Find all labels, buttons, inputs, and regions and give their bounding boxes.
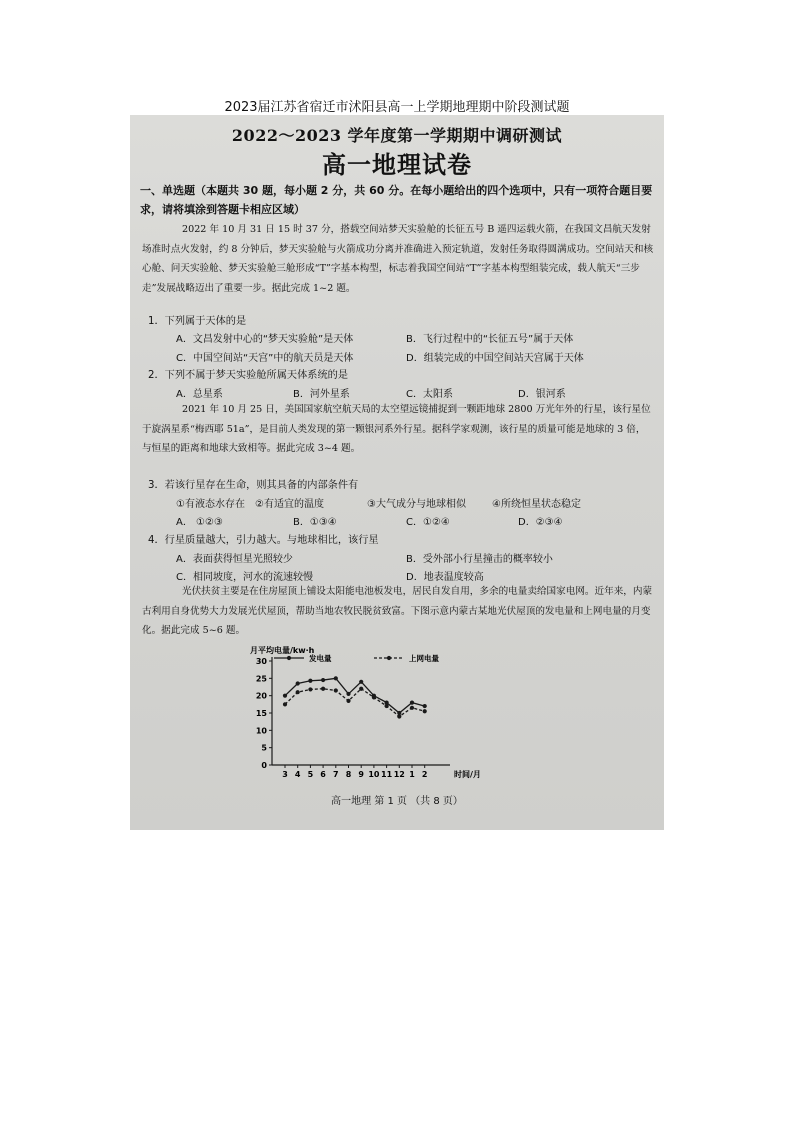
x-tick-label: 4 (294, 770, 301, 779)
passage-2: 2021 年 10 月 25 日，美国国家航空航天局的太空望远镜捕捉到一颗距地球 2800 万光年外的行星，该行星位于旋涡星系“梅西耶 51a”，是目前人类发现的第一颗银河系外行星。据科学家观测，该行星的质量可能是地球的 3 倍，与恒星的距离和地球大致相等。据此完成 3~4 题。 (142, 404, 651, 455)
series-1-point (346, 692, 350, 696)
series-1-point (283, 694, 287, 698)
scanned-exam-page (130, 115, 664, 830)
paper-title: 高一地理试卷 (322, 151, 472, 179)
question-1-option-d: D．组装完成的中国空间站天宫属于天体 (406, 353, 584, 364)
y-tick-label: 10 (255, 726, 267, 736)
series-line-2 (285, 689, 425, 717)
legend-marker-2 (387, 656, 391, 660)
legend-label-2: 上网电量 (409, 654, 439, 663)
x-tick-label: 9 (358, 770, 364, 779)
question-3-option-a: A． ①②③ (176, 517, 223, 528)
question-4-option-a: A．表面获得恒星光照较少 (176, 554, 293, 565)
passage-1: 2022 年 10 月 31 日 15 时 37 分，搭载空间站梦天实验舱的长征五号 B 遥四运载火箭，在我国文昌航天发射场准时点火发射，约 8 分钟后，梦天实验舱与火箭成功分离并准确进入预定轨道，发射任务取得圆满成功。空间站天和核心舱、问天实验舱、梦天实验舱三舱形成“T”字基本构型，标志着我国空间站“T”字基本构型组装完成，载人航天“三步走”发展战略迈出了重要一步。据此完成 1~2 题。 (142, 224, 654, 294)
question-3-item-1: ①有液态水存在 (176, 499, 245, 510)
x-tick-label: 11 (381, 770, 393, 779)
document-title: 2023届江苏省宿迁市沭阳县高一上学期地理期中阶段测试题 (224, 100, 570, 115)
series-1-point (296, 681, 300, 685)
page-footer: 高一地理 第 1 页 （共 8 页） (331, 796, 463, 807)
passage-3: 光伏扶贫主要是在住房屋顶上铺设太阳能电池板发电，居民自发自用，多余的电量卖给国家电网。近年来，内蒙古利用自身优势大力发展光伏屋顶，帮助当地农牧民脱贫致富。下图示意内蒙古某地光伏屋顶的发电量和上网电量的月变化。据此完成 5~6 题。 (142, 586, 653, 637)
series-2-point (359, 687, 363, 691)
question-1-option-a: A．文昌发射中心的“梦天实验舱”是天体 (176, 334, 354, 345)
question-1-option-c: C．中国空间站“天宫”中的航天员是天体 (176, 353, 354, 364)
question-3-option-c: C．①②④ (406, 517, 450, 528)
question-3-item-4: ④所绕恒星状态稳定 (492, 499, 581, 510)
question-4-option-b: B．受外部小行星撞击的概率较小 (406, 554, 553, 565)
question-3-option-b: B．①③④ (293, 517, 337, 528)
series-1-point (423, 704, 427, 708)
series-2-point (321, 687, 325, 691)
question-3-item-2: ②有适宜的温度 (255, 499, 324, 510)
x-tick-label: 10 (368, 770, 380, 779)
x-tick-label: 8 (345, 770, 352, 779)
question-3-item-3: ③大气成分与地球相似 (367, 499, 466, 510)
series-2-point (334, 688, 338, 692)
x-axis-title: 时间/月 (454, 770, 481, 779)
question-2-option-b: B．河外星系 (293, 389, 350, 400)
question-1-option-b: B．飞行过程中的“长征五号”属于天体 (406, 334, 574, 345)
question-1-stem: 1．下列属于天体的是 (148, 316, 247, 327)
series-1-point (321, 678, 325, 682)
x-tick-label: 6 (320, 770, 326, 779)
question-4-option-d: D．地表温度较高 (406, 572, 484, 583)
series-2-point (308, 687, 312, 691)
series-2-point (283, 702, 287, 706)
y-tick-label: 30 (255, 657, 267, 666)
series-2-point (296, 690, 300, 694)
question-3-stem: 3．若该行星存在生命，则其具备的内部条件有 (148, 480, 359, 491)
question-4-option-c: C．相同坡度，河水的流速较慢 (176, 572, 313, 583)
series-2-point (423, 709, 427, 713)
series-1-point (308, 679, 312, 683)
series-2-point (346, 699, 350, 703)
series-2-point (372, 695, 376, 699)
series-1-point (334, 676, 338, 680)
question-2-option-a: A．总星系 (176, 389, 223, 400)
question-2-option-d: D．银河系 (518, 389, 566, 400)
y-tick-label: 15 (255, 709, 267, 718)
y-tick-label: 5 (261, 743, 267, 753)
power-line-chart (234, 643, 494, 789)
question-4-stem: 4．行星质量越大，引力越大。与地球相比，该行星 (148, 535, 379, 546)
x-tick-label: 2 (421, 770, 428, 779)
section-heading: 一、单选题（本题共 30 题，每小题 2 分，共 60 分。在每小题给出的四个选项中，只有一项符合题目要求，请将填涂到答题卡相应区域） (140, 184, 653, 216)
y-tick-label: 25 (255, 674, 267, 684)
series-2-point (385, 704, 389, 708)
question-3-option-d: D．②③④ (518, 517, 563, 528)
y-axis-title: 月平均电量/kw·h (250, 646, 315, 655)
y-tick-label: 20 (255, 691, 267, 701)
series-1-point (410, 701, 414, 705)
question-2-stem: 2．下列不属于梦天实验舱所属天体系统的是 (148, 370, 349, 381)
y-tick-label: 0 (261, 761, 267, 770)
legend-label-1: 发电量 (309, 654, 332, 663)
x-tick-label: 5 (307, 770, 314, 779)
series-1-point (359, 680, 363, 684)
series-2-point (397, 714, 401, 718)
legend-marker-1 (287, 656, 291, 660)
x-tick-label: 1 (409, 770, 415, 779)
question-2-option-c: C．太阳系 (406, 389, 453, 400)
x-tick-label: 3 (282, 770, 288, 779)
exam-title: 2022～2023 学年度第一学期期中调研测试 (231, 126, 563, 145)
x-tick-label: 12 (393, 770, 405, 779)
x-tick-label: 7 (333, 770, 339, 779)
series-2-point (410, 706, 414, 710)
